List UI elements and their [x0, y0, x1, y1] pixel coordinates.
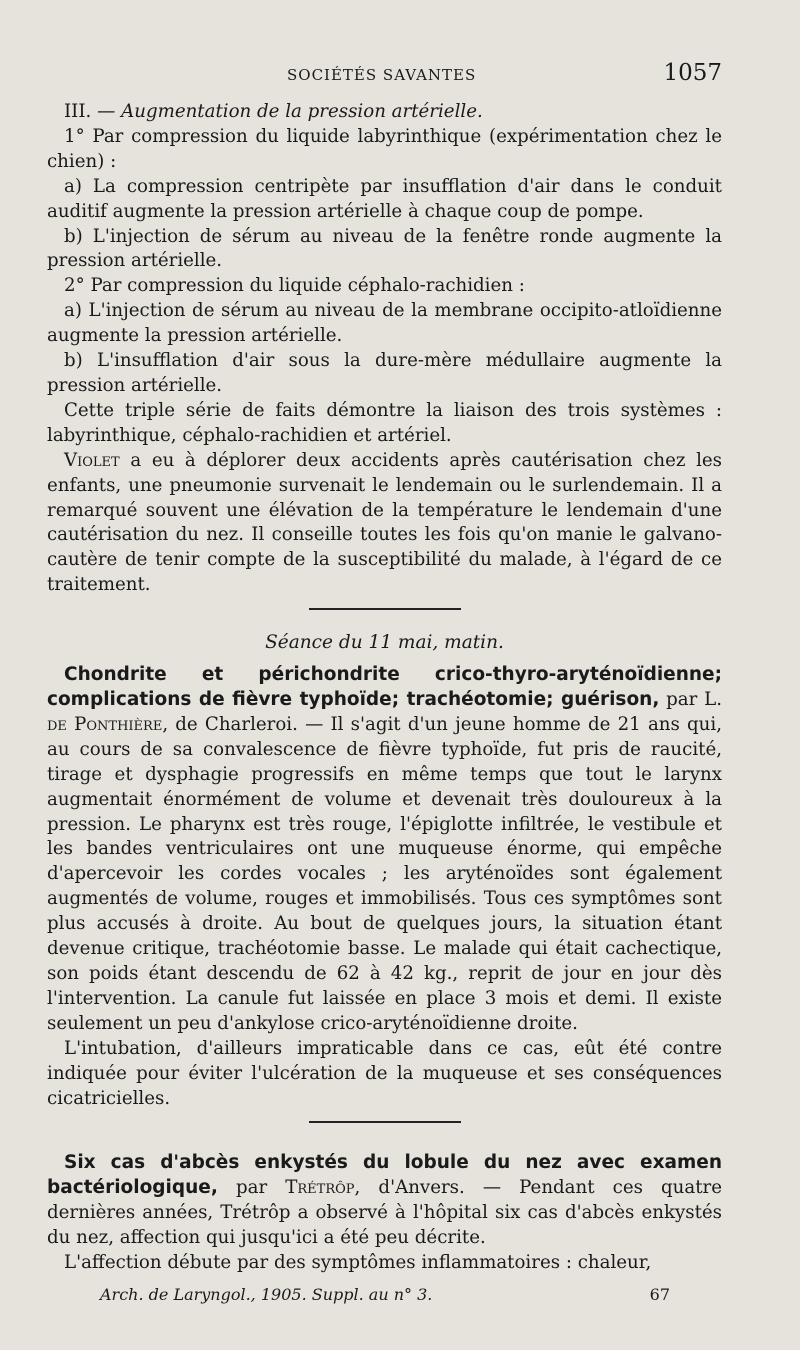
paragraph: b) L'injection de sérum au niveau de la fenêtre ronde augmente la pression artérielle.: [47, 225, 722, 272]
article-title: Chondrite et périchondrite crico-thyro-aryténoïdienne; complications de fièvre typhoïde; trachéotomie; guérison,: [47, 664, 722, 711]
paragraph: L'intubation, d'ailleurs impraticable dans ce cas, eût été contre indiquée pour éviter l'ulcération de la muqueuse et ses conséquences cicatricielles.: [47, 1037, 722, 1109]
paragraph: a) L'injection de sérum au niveau de la membrane occipito-atloïdienne augmente la pression artérielle.: [47, 300, 722, 347]
paragraph: Cette triple série de faits démontre la liaison des trois systèmes : labyrinthique, céphalo-rachidien et artériel.: [47, 399, 722, 446]
author-name: Violet: [64, 449, 120, 471]
article-ponthiere: [47, 663, 722, 1111]
section-iii: [47, 100, 722, 598]
article-paragraph: Six cas d'abcès enkystés du lobule du nez avec examen bactériologique, par Trétrôp, d'Anvers. — Pendant ces quatre dernières années, Trétrôp a observé à l'hôpital six cas d'abcès enkystés du nez, affection qui jusqu'ici a été peu décrite.: [47, 1152, 722, 1249]
paragraph: L'affection débute par des symptômes inflammatoires : chaleur,: [64, 1252, 652, 1274]
page-number: 1057: [663, 60, 722, 86]
article-title: Six cas d'abcès enkystés du lobule du nez avec examen bactériologique,: [47, 1152, 722, 1199]
paragraph: 2° Par compression du liquide céphalo-rachidien :: [64, 275, 525, 297]
paragraph: a) La compression centripète par insufflation d'air dans le conduit auditif augmente la pression artérielle à chaque coup de pompe.: [47, 175, 722, 222]
article-paragraph: Chondrite et périchondrite crico-thyro-aryténoïdienne; complications de fièvre typhoïde; trachéotomie; guérison, par L. de Ponthière, de Charleroi. — Il s'agit d'un jeune homme de 21 ans qui, au cours de sa convalescence de fièvre typhoïde, fut pris de raucité, tirage et dysphagie progressifs en même temps que tout le larynx augmentait énormément de volume et devenait très douloureux à la pression. Le pharynx est très rouge, l'épiglotte infiltrée, le vestibule et les bandes ventriculaires ont une muqueuse énorme, qui empêche d'apercevoir les cordes vocales ; les aryténoïdes sont également augmentés de volume, rouges et immobilisés. Tous ces symptômes sont plus accusés à droite. Au bout de quelques jours, la situation étant devenue critique, trachéotomie basse. Le malade qui était cachectique, son poids étant descendu de 62 à 42 kg., reprit de jour en jour dès l'intervention. La canule fut laissée en place 3 mois et demi. Il existe seulement un peu d'ankylose crico-aryténoïdienne droite.: [47, 664, 723, 1034]
article-tretrop: [47, 1151, 722, 1276]
section-heading: III. — Augmentation de la pression artérielle.: [64, 101, 483, 122]
separator-rule: [309, 608, 461, 610]
running-head: SOCIÉTÉS SAVANTES: [287, 66, 477, 84]
signature-number: 67: [649, 1285, 670, 1304]
paragraph: b) L'insufflation d'air sous la dure-mère médullaire augmente la pression artérielle.: [47, 350, 722, 396]
paragraph: 1° Par compression du liquide labyrinthique (expérimentation chez le chien) :: [47, 125, 722, 172]
footer-citation: Arch. de Laryngol., 1905. Suppl. au n° 3.: [100, 1285, 433, 1304]
session-heading: Séance du 11 mai, matin.: [265, 632, 504, 654]
paragraph-violet: Violet a eu à déplorer deux accidents après cautérisation chez les enfants, une pneumonie survenait le lendemain ou le surlendemain. Il a remarqué souvent une élévation de la température le lendemain d'une cautérisation du nez. Il conseille toutes les fois qu'on manie le galvano-cautère de tenir compte de la susceptibilité du malade, à l'égard de ce traitement.: [47, 449, 722, 596]
author-name: Ponthière: [66, 713, 163, 735]
author-name: Trétrôp: [285, 1177, 355, 1199]
page-footer: [100, 1285, 670, 1304]
page-header: [47, 60, 722, 100]
